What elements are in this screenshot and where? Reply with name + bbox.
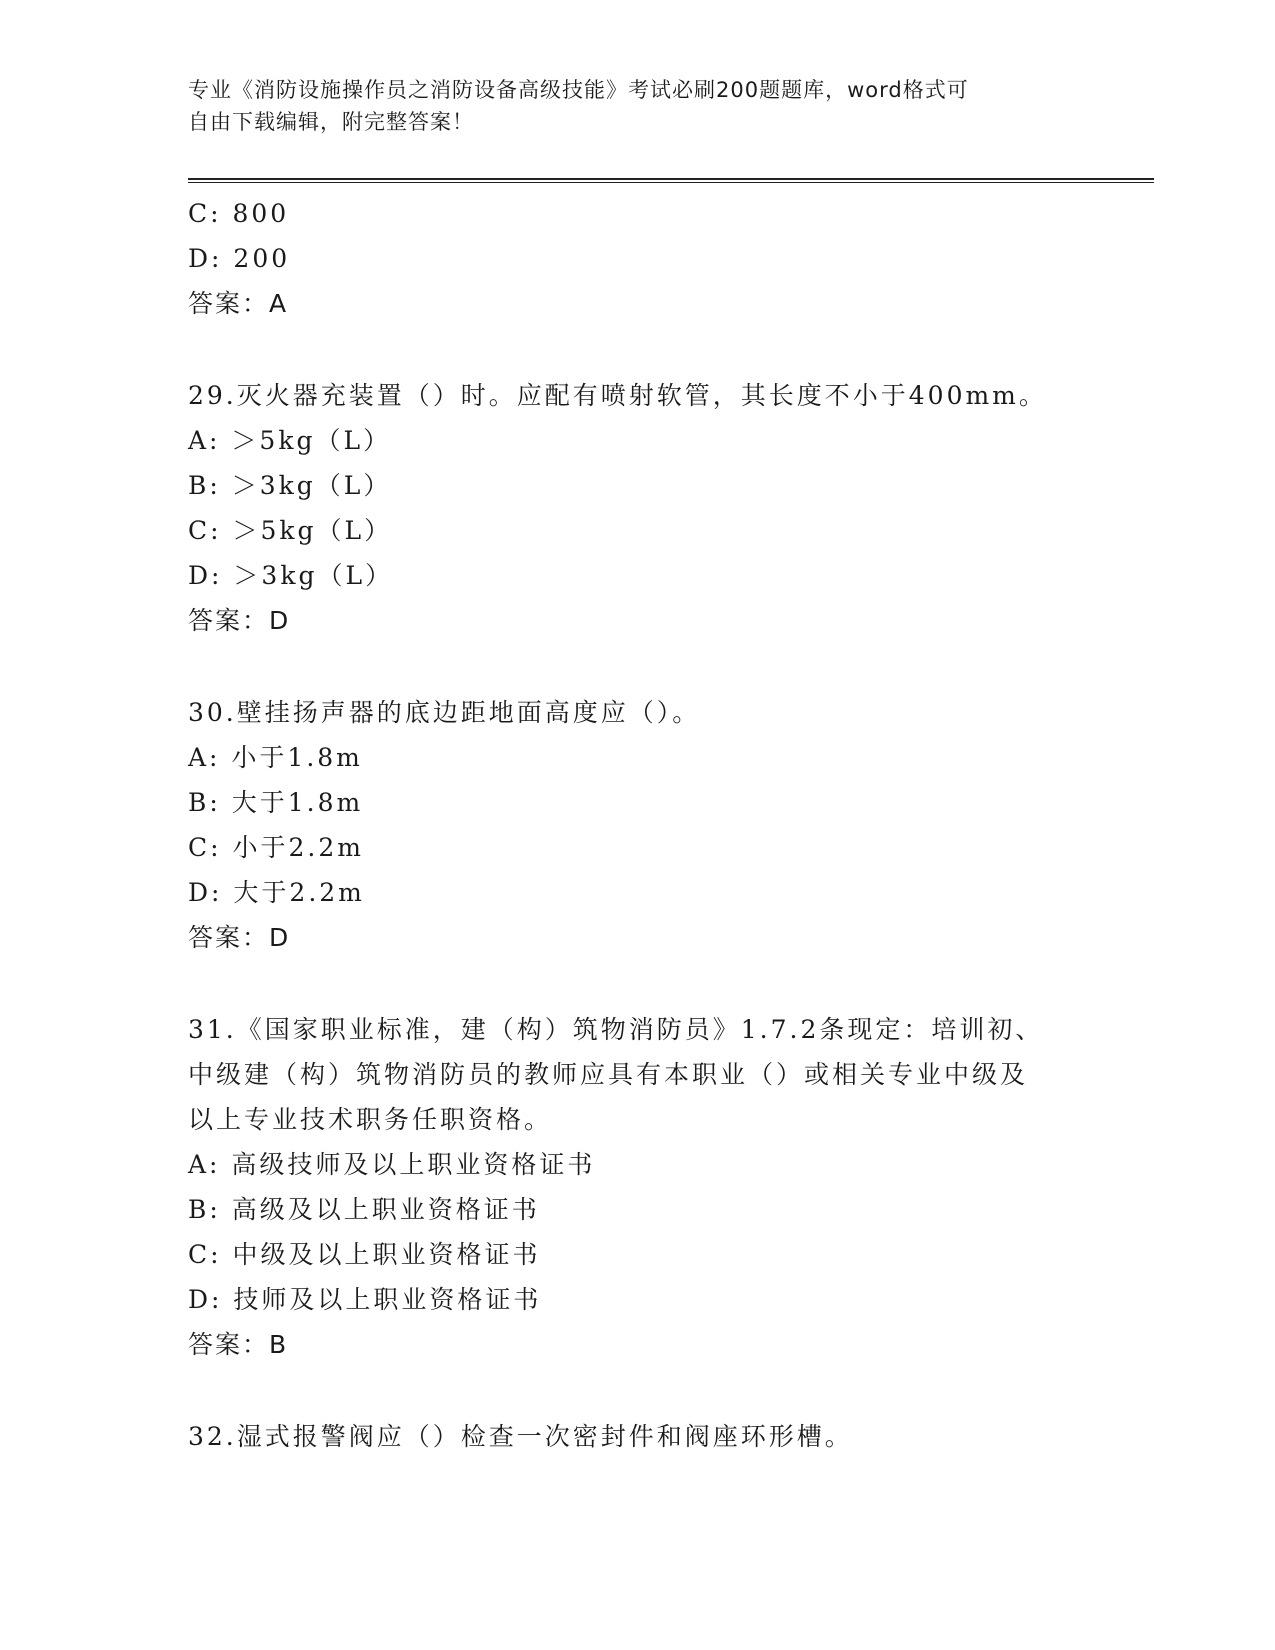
answer-line: 答案：B [188, 1330, 289, 1359]
header-title-line-1: 专业《消防设施操作员之消防设备高级技能》考试必刷200题题库，word格式可 [188, 78, 969, 102]
question-stem: 29.灭火器充装置（）时。应配有喷射软管，其长度不小于400mm。 [188, 381, 1047, 410]
option-b: B: 大于1.8m [188, 788, 364, 817]
option-c: C: 小于2.2m [188, 833, 364, 862]
page-header [188, 74, 1068, 138]
option-a: A: ＞5kg（L） [188, 426, 392, 455]
question-list [188, 191, 1088, 1459]
option-b: B: ＞3kg（L） [188, 471, 392, 500]
answer-line: 答案：A [188, 289, 289, 318]
option-b: B: 高级及以上职业资格证书 [188, 1195, 540, 1224]
option-c: C: 800 [188, 199, 290, 228]
option-d: D: 200 [188, 244, 291, 273]
answer-line: 答案：D [188, 923, 291, 952]
question-32 [188, 1414, 1088, 1459]
option-d: D: 技师及以上职业资格证书 [188, 1285, 542, 1314]
question-stem: 30.壁挂扬声器的底边距地面高度应（）。 [188, 698, 701, 727]
question-stem-line-1: 31.《国家职业标准，建（构）筑物消防员》1.7.2条现定：培训初、 [188, 1015, 1044, 1044]
option-c: C: ＞5kg（L） [188, 516, 393, 545]
header-divider [188, 178, 1154, 183]
option-a: A: 小于1.8m [188, 743, 363, 772]
option-d: D: ＞3kg（L） [188, 561, 394, 590]
question-28-tail [188, 191, 1088, 326]
question-31 [188, 1007, 1088, 1367]
question-stem-line-3: 以上专业技术职务任职资格。 [188, 1105, 553, 1134]
header-title-line-2: 自由下载编辑，附完整答案！ [188, 110, 474, 134]
question-30 [188, 690, 1088, 960]
answer-line: 答案：D [188, 606, 291, 635]
question-stem-line-2: 中级建（构）筑物消防员的教师应具有本职业（）或相关专业中级及 [188, 1060, 1029, 1089]
option-d: D: 大于2.2m [188, 878, 365, 907]
option-a: A: 高级技师及以上职业资格证书 [188, 1150, 596, 1179]
question-stem: 32.湿式报警阀应（）检查一次密封件和阀座环形槽。 [188, 1422, 853, 1451]
option-c: C: 中级及以上职业资格证书 [188, 1240, 541, 1269]
question-29 [188, 373, 1088, 643]
